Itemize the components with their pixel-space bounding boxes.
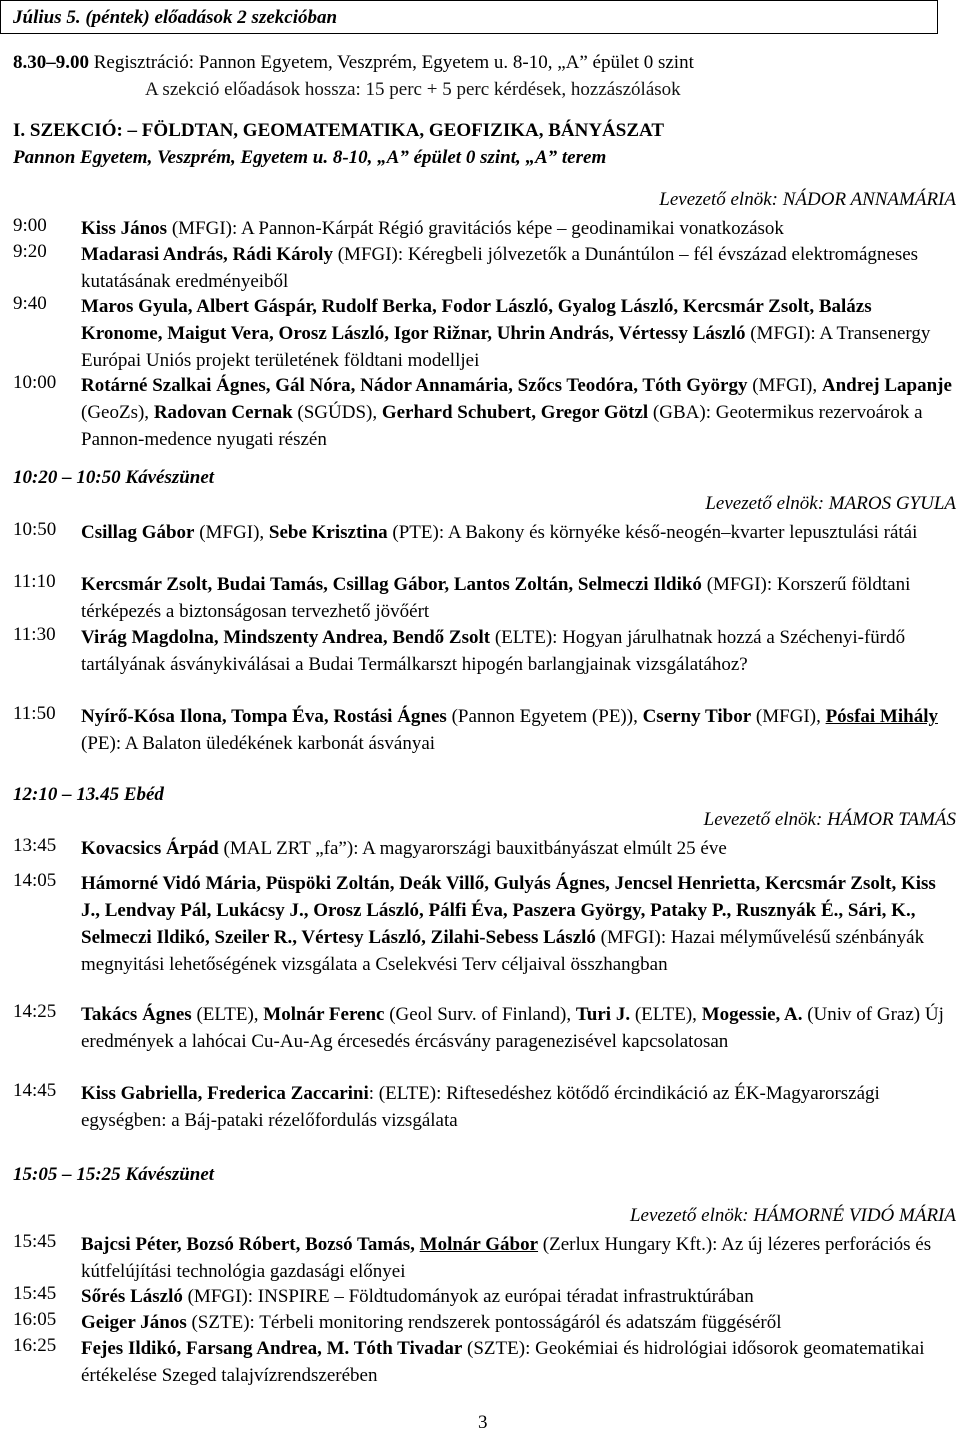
talk-item <box>13 519 955 546</box>
registration-time: 8.30–9.00 <box>13 52 89 73</box>
talk-authors-underlined: Molnár Gábor <box>419 1234 539 1255</box>
talk-item <box>13 1001 955 1055</box>
registration-place: Pannon Egyetem, Veszprém, Egyetem u. 8-10, „A” épület 0 szint <box>198 52 694 73</box>
talk-time: 16:25 <box>13 1335 57 1356</box>
talk-title: (MFGI): Kéregbeli jólvezetők a Dunántúlon – fél évszázad elektromágneses kutatásának eredményeiből <box>81 244 919 292</box>
talk-time: 16:05 <box>13 1309 57 1330</box>
talk-time: 9:00 <box>13 215 47 236</box>
talk-authors: Andrej Lapanje <box>821 375 952 396</box>
talk-item <box>13 293 955 374</box>
talk-time: 11:30 <box>13 624 56 645</box>
talk-title: (Zerlux Hungary Kft.): Az új lézeres perforációs és kútfelújítási technológia gazdasági előnyei <box>81 1234 932 1282</box>
talk-authors: Madarasi András, Rádi Károly <box>81 244 333 265</box>
day-header-title: Július 5. (péntek) előadások 2 szekcióban <box>13 7 338 28</box>
talk-authors: Kovacsics Árpád <box>81 838 219 859</box>
registration-label: Regisztráció: <box>93 52 194 73</box>
talk-affiliation: (MFGI), <box>194 522 269 543</box>
talk-title: (SZTE): Geokémiai és hidrológiai idősorok geomatematikai értékelése Szeged talajvízrendszerében <box>81 1338 925 1386</box>
talk-authors: Cserny Tibor <box>642 706 752 727</box>
talk-time: 15:45 <box>13 1231 57 1252</box>
talk-authors: Kercsmár Zsolt, Budai Tamás, Csillag Gábor, Lantos Zoltán, Selmeczi Ildikó <box>81 574 702 595</box>
talk-time: 10:50 <box>13 519 57 540</box>
talk-title: (MFGI): INSPIRE – Földtudományok az európai téradat infrastruktúrában <box>182 1286 754 1307</box>
talk-item <box>13 571 955 625</box>
talk-authors: Hámorné Vidó Mária, Püspöki Zoltán, Deák Villő, Gulyás Ágnes, Jencsel Henrietta, Kercsmár Zsolt, Kiss J., Lendvay Pál, Lukácsy J., Orosz László, Pálfi Éva, Paszera György, Pataky P., Rusznyák É., Sári, K., Selmeczi Ildikó, Szeiler R., Vértesy László, Zilahi-Sebess László <box>81 873 936 948</box>
talk-title: (MFGI): Hazai mélyművelésű szénbányák megnyitási lehetőségének vizsgálata a Cselekvési Terv céljaival összhangban <box>81 927 925 975</box>
talk-time: 9:40 <box>13 293 47 314</box>
talk-title: (GBA): Geotermikus rezervoárok a Pannon-medence nyugati részén <box>81 402 923 450</box>
talk-item <box>13 835 955 862</box>
section-title: I. SZEKCIÓ: – FÖLDTAN, GEOMATEMATIKA, GEOFIZIKA, BÁNYÁSZAT <box>13 120 665 141</box>
talk-title: (SZTE): Térbeli monitoring rendszerek pontosságáról és adatszám függéséről <box>186 1312 782 1333</box>
talk-length-note: A szekció előadások hossza: 15 perc + 5 perc kérdések, hozzászólások <box>145 79 681 100</box>
talk-time: 15:45 <box>13 1283 57 1304</box>
talk-authors: Geiger János <box>81 1312 187 1333</box>
talk-authors: Nyírő-Kósa Ilona, Tompa Éva, Rostási Ágnes <box>81 706 447 727</box>
coffee-break-1: 10:20 – 10:50 Kávészünet <box>13 467 215 488</box>
talk-authors: Kiss Gabriella, Frederica Zaccarini <box>81 1083 369 1104</box>
talk-title: (MFGI): Korszerű földtani térképezés a biztonságosan tervezhető jövőért <box>81 574 911 622</box>
talk-item <box>13 241 955 295</box>
talk-authors: Fejes Ildikó, Farsang Andrea, M. Tóth Tivadar <box>81 1338 463 1359</box>
talk-affiliation: (MFGI), <box>747 375 822 396</box>
talk-authors: Radovan Cernak <box>153 402 293 423</box>
chair-hamor: Levezető elnök: HÁMOR TAMÁS <box>703 809 956 830</box>
talk-item <box>13 1335 955 1389</box>
talk-time: 9:20 <box>13 241 47 262</box>
talk-authors: Maros Gyula, Albert Gáspár, Rudolf Berka, Fodor László, Gyalog László, Kercsmár Zsolt, Balázs Kronome, Maigut Vera, Orosz László, Igor Rižnar, Uhrin András, Vértessy László <box>81 296 872 344</box>
talk-time: 14:05 <box>13 870 57 891</box>
registration-line <box>13 52 694 74</box>
talk-authors: Rotárné Szalkai Ágnes, Gál Nóra, Nádor Annamária, Szőcs Teodóra, Tóth György <box>81 375 748 396</box>
talk-authors: Kiss János <box>81 218 168 239</box>
talk-title: (MFGI): A Pannon-Kárpát Régió gravitációs képe – geodinamikai vonatkozások <box>167 218 784 239</box>
talk-item <box>13 1283 955 1310</box>
talk-time: 14:45 <box>13 1080 57 1101</box>
talk-affiliation: (GeoZs), <box>81 402 154 423</box>
talk-item <box>13 624 955 678</box>
talk-affiliation: (SGÚDS), <box>292 402 382 423</box>
talk-title: : (ELTE): Riftesedéshez kötődő ércindikáció az ÉK-Magyarországi egységben: a Báj-pataki rézelőfordulás vizsgálata <box>81 1083 880 1131</box>
talk-authors: Mogessie, A. <box>701 1004 803 1025</box>
talk-authors: Sebe Krisztina <box>268 522 388 543</box>
day-header <box>0 0 938 34</box>
talk-item <box>13 1309 955 1336</box>
talk-authors-underlined: Pósfai Mihály <box>825 706 938 727</box>
talk-title: (MFGI): A Transenergy Európai Uniós projekt területének földtani modelljei <box>81 323 931 371</box>
talk-authors: Sőrés László <box>81 1286 183 1307</box>
talk-title: (PTE): A Bakony és környéke késő-neogén–kvarter lepusztulási rátái <box>387 522 918 543</box>
section-location: Pannon Egyetem, Veszprém, Egyetem u. 8-10, „A” épület 0 szint, „A” terem <box>13 147 607 168</box>
talk-authors: Molnár Ferenc <box>263 1004 385 1025</box>
talk-title: (PE): A Balaton üledékének karbonát ásványai <box>81 733 436 754</box>
talk-time: 11:10 <box>13 571 56 592</box>
talk-authors: Turi J. <box>575 1004 631 1025</box>
talk-item <box>13 870 955 978</box>
talk-affiliation: (ELTE), <box>630 1004 702 1025</box>
chair-maros: Levezető elnök: MAROS GYULA <box>705 493 956 514</box>
coffee-break-2: 15:05 – 15:25 Kávészünet <box>13 1164 215 1185</box>
chair-hamorne: Levezető elnök: HÁMORNÉ VIDÓ MÁRIA <box>629 1205 956 1226</box>
talk-item <box>13 215 955 242</box>
talk-title: (MAL ZRT „fa”): A magyarországi bauxitbányászat elmúlt 25 éve <box>218 838 727 859</box>
talk-affiliation: (Pannon Egyetem (PE)), <box>446 706 643 727</box>
talk-time: 11:50 <box>13 703 56 724</box>
talk-authors: Csillag Gábor <box>81 522 195 543</box>
lunch-break: 12:10 – 13.45 Ebéd <box>13 784 164 805</box>
talk-item <box>13 703 955 757</box>
talk-title: (Univ of Graz) Új eredmények a lahócai Cu-Au-Ag ércesedés ércásvány paragenezisével kapcsolatosan <box>81 1004 944 1052</box>
talk-affiliation: (Geol Surv. of Finland), <box>384 1004 576 1025</box>
talk-item <box>13 1080 955 1134</box>
talk-item <box>13 372 955 453</box>
talk-affiliation: (ELTE), <box>191 1004 264 1025</box>
talk-time: 10:00 <box>13 372 57 393</box>
talk-authors: Bajcsi Péter, Bozsó Róbert, Bozsó Tamás, <box>81 1234 420 1255</box>
talk-title: (ELTE): Hogyan járulhatnak hozzá a Széchenyi-fürdő tartályának ásványkiválásai a Budai Termálkarszt hipogén barlangjainak vizsgálatához? <box>81 627 906 675</box>
talk-authors: Takács Ágnes <box>81 1004 192 1025</box>
talk-item <box>13 1231 955 1285</box>
talk-authors: Gerhard Schubert, Gregor Götzl <box>381 402 649 423</box>
talk-authors: Virág Magdolna, Mindszenty Andrea, Bendő Zsolt <box>81 627 491 648</box>
chair-nador: Levezető elnök: NÁDOR ANNAMÁRIA <box>659 189 956 210</box>
talk-time: 13:45 <box>13 835 57 856</box>
talk-time: 14:25 <box>13 1001 57 1022</box>
page-number: 3 <box>478 1412 488 1433</box>
talk-affiliation: (MFGI), <box>751 706 826 727</box>
